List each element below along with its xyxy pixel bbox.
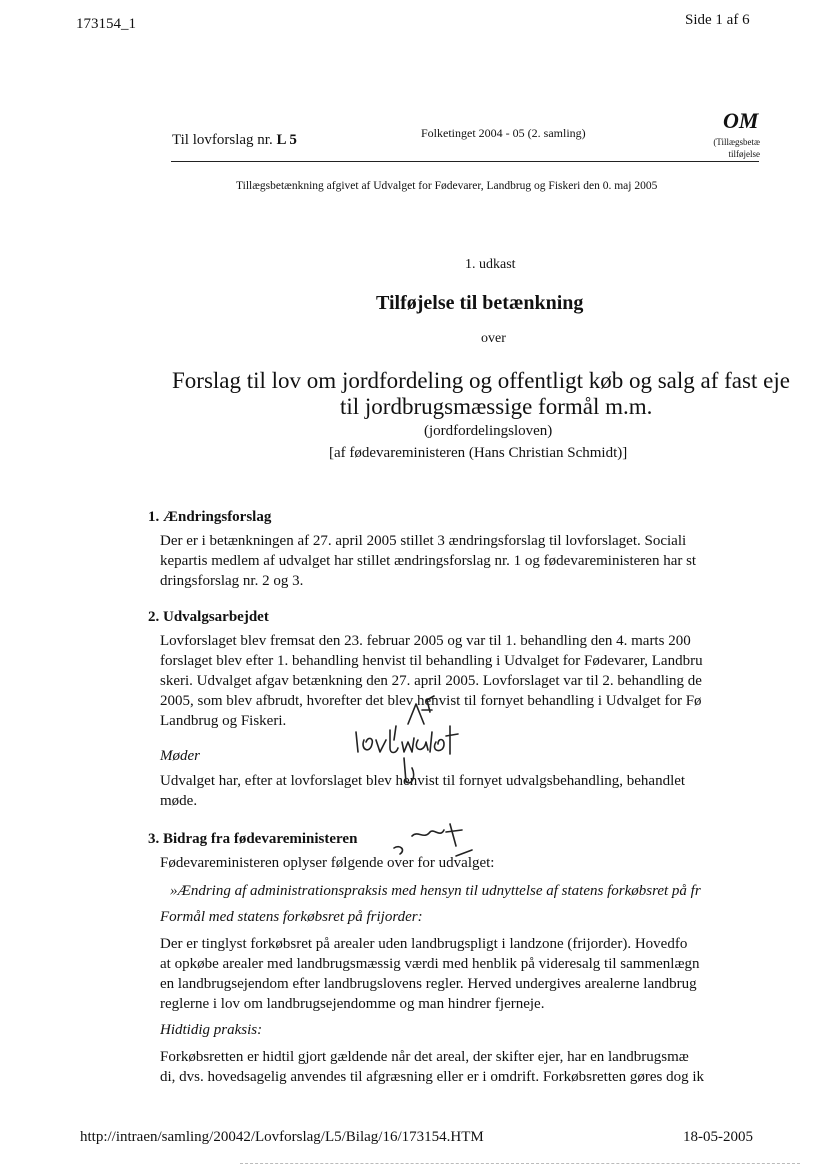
- purpose-heading: [160, 907, 800, 927]
- section-amendments-body: [160, 531, 800, 591]
- om-mark: OM: [723, 108, 759, 133]
- bill-number: L 5: [276, 132, 297, 148]
- text-line: Hidtidig praksis:: [160, 1022, 263, 1038]
- text-line: kepartis medlem af udvalget har stillet ændringsforslag nr. 1 og fødevareministeren har st: [160, 553, 697, 569]
- footer-date: 18-05-2005: [683, 1129, 753, 1145]
- text-line: di, dvs. hovedsagelig anvendes til afgræsning eller er i omdrift. Forkøbsretten gøres dog ik: [160, 1069, 705, 1085]
- text-line: en landbrugsejendom efter landbrugslovens regler. Herved undergives arealerne landbrug: [160, 976, 697, 992]
- bill-reference-prefix: Til lovforslag nr.: [172, 132, 273, 148]
- footer-url: http://intraen/samling/20042/Lovforslag/L5/Bilag/16/173154.HTM: [80, 1129, 484, 1145]
- header-rule: [171, 161, 759, 162]
- text-line: Landbrug og Fiskeri.: [160, 713, 287, 729]
- text-line: forslaget blev efter 1. behandling henvist til behandling i Udvalget for Fødevarer, Landbru: [160, 653, 703, 669]
- bill-reference: [172, 132, 297, 149]
- section-committee-work-body: [160, 631, 800, 731]
- practice-heading: [160, 1020, 800, 1040]
- text-line: Lovforslaget blev fremsat den 23. februar 2005 og var til 1. behandling den 4. marts 200: [160, 633, 691, 649]
- purpose-body: [160, 934, 800, 1014]
- section-heading-amendments: 1. Ændringsforslag: [148, 509, 272, 525]
- text-line: reglerne i lov om landbrugsejendomme og man hindrer fjerneje.: [160, 996, 545, 1012]
- document-id: 173154_1: [76, 16, 136, 32]
- over-label: over: [481, 331, 506, 346]
- text-line: Der er i betænkningen af 27. april 2005 stillet 3 ændringsforslag til lovforslaget. Sociali: [160, 533, 687, 549]
- document-title: Tilføjelse til betænkning: [376, 292, 584, 314]
- bill-short-name: (jordfordelingsloven): [424, 423, 553, 439]
- om-subtitle-line: (Tillægsbetæ: [713, 137, 760, 147]
- practice-body: [160, 1047, 800, 1087]
- om-subtitle: [705, 136, 760, 160]
- section-heading-committee-work: 2. Udvalgsarbejdet: [148, 609, 269, 625]
- meetings-body: [160, 771, 800, 811]
- text-line: Formål med statens forkøbsret på frijorder:: [160, 909, 423, 925]
- bill-author: [af fødevareministeren (Hans Christian Schmidt)]: [329, 445, 628, 461]
- bill-title-line: til jordbrugsmæssige formål m.m.: [340, 394, 653, 419]
- draft-label: 1. udkast: [465, 257, 516, 272]
- text-line: dringsforslag nr. 2 og 3.: [160, 573, 304, 589]
- scan-edge-line: [240, 1163, 800, 1164]
- page-number: Side 1 af 6: [685, 12, 750, 28]
- delivery-note: Tillægsbetænkning afgivet af Udvalget for Fødevarer, Landbrug og Fiskeri den 0. maj 2005: [236, 180, 658, 192]
- text-line: skeri. Udvalget afgav betænkning den 27. april 2005. Lovforslaget var til 2. behandling de: [160, 673, 702, 689]
- meetings-heading: Møder: [160, 748, 200, 764]
- text-line: Fødevareministeren oplyser følgende over for udvalget:: [160, 855, 495, 871]
- quote-title: [170, 881, 810, 901]
- section-heading-minister-contribution: 3. Bidrag fra fødevareministeren: [148, 831, 358, 847]
- text-line: »Ændring af administrationspraksis med hensyn til udnyttelse af statens forkøbsret på fr: [170, 883, 701, 899]
- parliament-session: Folketinget 2004 - 05 (2. samling): [421, 126, 586, 140]
- text-line: 2005, som blev afbrudt, hvorefter det blev henvist til fornyet behandling i Udvalget for Fø: [160, 693, 702, 709]
- text-line: Udvalget har, efter at lovforslaget blev henvist til fornyet udvalgsbehandling, behandlet: [160, 773, 686, 789]
- text-line: møde.: [160, 793, 198, 809]
- text-line: Der er tinglyst forkøbsret på arealer uden landbrugspligt i landzone (frijorder). Hovedfo: [160, 936, 688, 952]
- text-line: at opkøbe arealer med landbrugsmæssig værdi med henblik på videresalg til sammenlægn: [160, 956, 700, 972]
- om-subtitle-line: tilføjelse: [728, 149, 760, 159]
- text-line: Forkøbsretten er hidtil gjort gældende når det areal, der skifter ejer, har en landbrugsmæ: [160, 1049, 689, 1065]
- bill-title-line: Forslag til lov om jordfordeling og offentligt køb og salg af fast eje: [172, 368, 790, 393]
- minister-intro: [160, 853, 800, 873]
